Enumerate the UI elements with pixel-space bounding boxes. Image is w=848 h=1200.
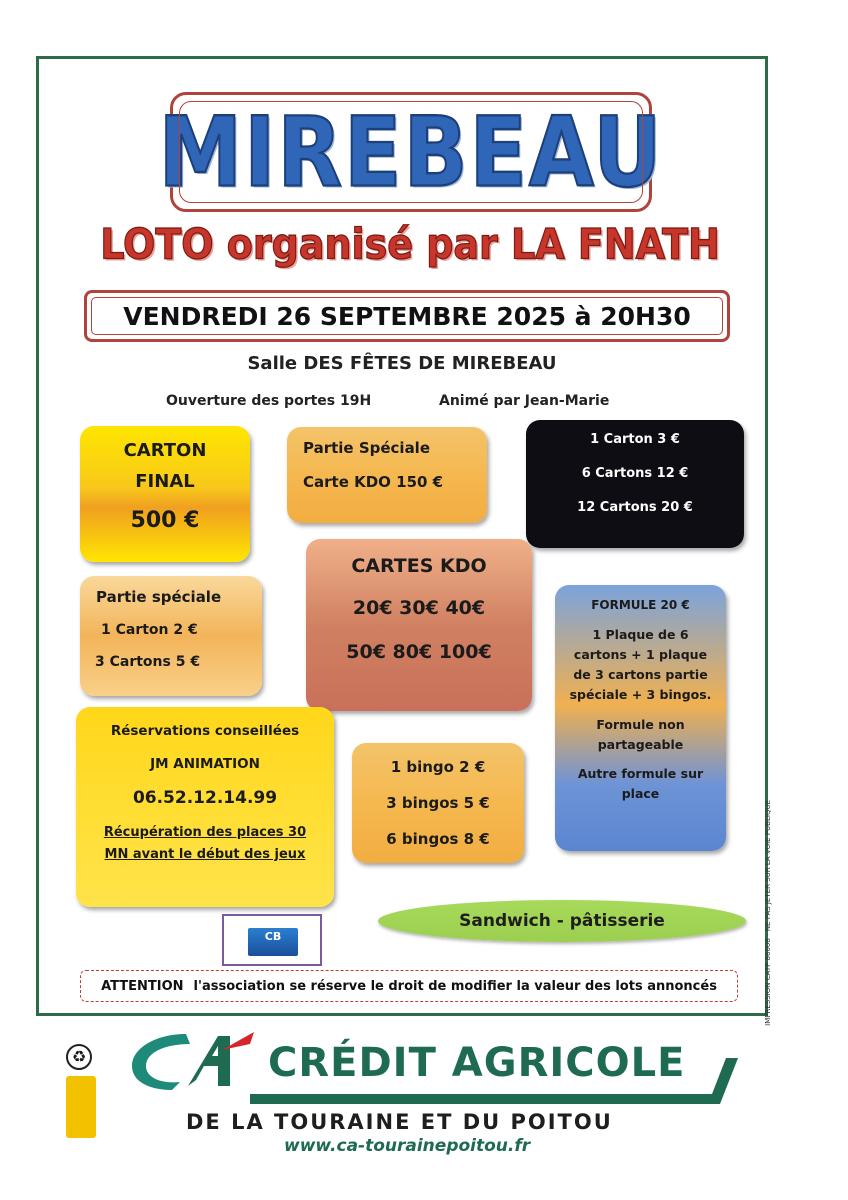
partie-speciale-left-line1: 1 Carton 2 € bbox=[101, 622, 198, 638]
attention-label: ATTENTION bbox=[101, 978, 184, 994]
venue: Salle DES FÊTES DE MIREBEAU bbox=[247, 353, 557, 374]
event-date: VENDREDI 26 SEPTEMBRE 2025 à 20H30 bbox=[123, 301, 691, 331]
formule-card bbox=[555, 585, 726, 851]
sponsor-name: CRÉDIT AGRICOLE bbox=[268, 1040, 686, 1086]
recycling-bin-icon bbox=[66, 1076, 96, 1138]
carton-final-prize: 500 € bbox=[130, 508, 200, 533]
date-box bbox=[84, 290, 730, 342]
reservations-title: Réservations conseillées bbox=[110, 723, 300, 739]
partie-speciale-top-title: Partie Spéciale bbox=[303, 439, 431, 457]
cartes-kdo-title: CARTES KDO bbox=[351, 555, 487, 577]
sponsor-region: DE LA TOURAINE ET DU POITOU bbox=[186, 1110, 613, 1134]
reservations-phone: 06.52.12.14.99 bbox=[132, 788, 278, 808]
poster-subtitle: LOTO organisé par LA FNATH bbox=[100, 219, 720, 269]
partie-speciale-left-line2: 3 Cartons 5 € bbox=[95, 654, 201, 670]
reservations-org: JM ANIMATION bbox=[150, 756, 260, 772]
cartes-kdo-row2: 50€ 80€ 100€ bbox=[346, 641, 492, 663]
formule-other: Autre formule sur place bbox=[577, 766, 704, 801]
carton-final-line1: CARTON bbox=[123, 440, 207, 461]
credit-agricole-logo-icon bbox=[126, 1026, 256, 1096]
price-2: 6 Cartons 12 € bbox=[581, 466, 689, 481]
partie-speciale-top-card bbox=[287, 427, 487, 523]
reservations-card bbox=[76, 707, 334, 907]
formule-title: FORMULE 20 € bbox=[591, 598, 690, 612]
sponsor-url[interactable]: www.ca-tourainepoitou.fr bbox=[284, 1136, 531, 1156]
snack-banner bbox=[378, 900, 746, 942]
partie-speciale-top-prize: Carte KDO 150 € bbox=[303, 473, 444, 491]
reservations-pickup: Récupération des places 30 MN avant le début des jeux bbox=[103, 825, 307, 862]
attention-notice bbox=[80, 970, 738, 1002]
price-3: 12 Cartons 20 € bbox=[577, 500, 693, 515]
price-card bbox=[526, 420, 744, 548]
sponsor-swoosh-icon bbox=[250, 1052, 740, 1112]
partie-speciale-left-card bbox=[80, 576, 262, 696]
cartes-kdo-row1: 20€ 30€ 40€ bbox=[352, 597, 486, 619]
formule-note: Formule non partageable bbox=[596, 717, 685, 752]
carton-final-line2: FINAL bbox=[135, 471, 195, 492]
title-box bbox=[158, 92, 664, 212]
bingo-3: 6 bingos 8 € bbox=[386, 830, 490, 848]
partie-speciale-left-title: Partie spéciale bbox=[96, 588, 222, 606]
recycle-icon: ♻ bbox=[66, 1044, 92, 1070]
bingo-card bbox=[352, 743, 524, 863]
attention-text: l'association se réserve le droit de modifier la valeur des lots annoncés bbox=[193, 978, 717, 994]
formule-desc: 1 Plaque de 6 cartons + 1 plaque de 3 cartons partie spéciale + 3 bingos. bbox=[569, 627, 712, 702]
cb-label: CB bbox=[264, 930, 282, 943]
cartes-kdo-card bbox=[306, 539, 532, 711]
price-1: 1 Carton 3 € bbox=[590, 432, 680, 447]
print-note: IMPRESSION CATP 86008 - NE PAS JETER SUR LA VOIE PUBLIQUE bbox=[764, 800, 772, 1026]
snack-text: Sandwich - pâtisserie bbox=[459, 911, 665, 931]
carton-final-card bbox=[80, 426, 250, 562]
poster-title: MIREBEAU bbox=[158, 95, 664, 209]
bingo-2: 3 bingos 5 € bbox=[386, 794, 490, 812]
doors-opening: Ouverture des portes 19H bbox=[166, 393, 372, 409]
bingo-1: 1 bingo 2 € bbox=[390, 758, 486, 776]
host: Animé par Jean-Marie bbox=[439, 393, 610, 409]
